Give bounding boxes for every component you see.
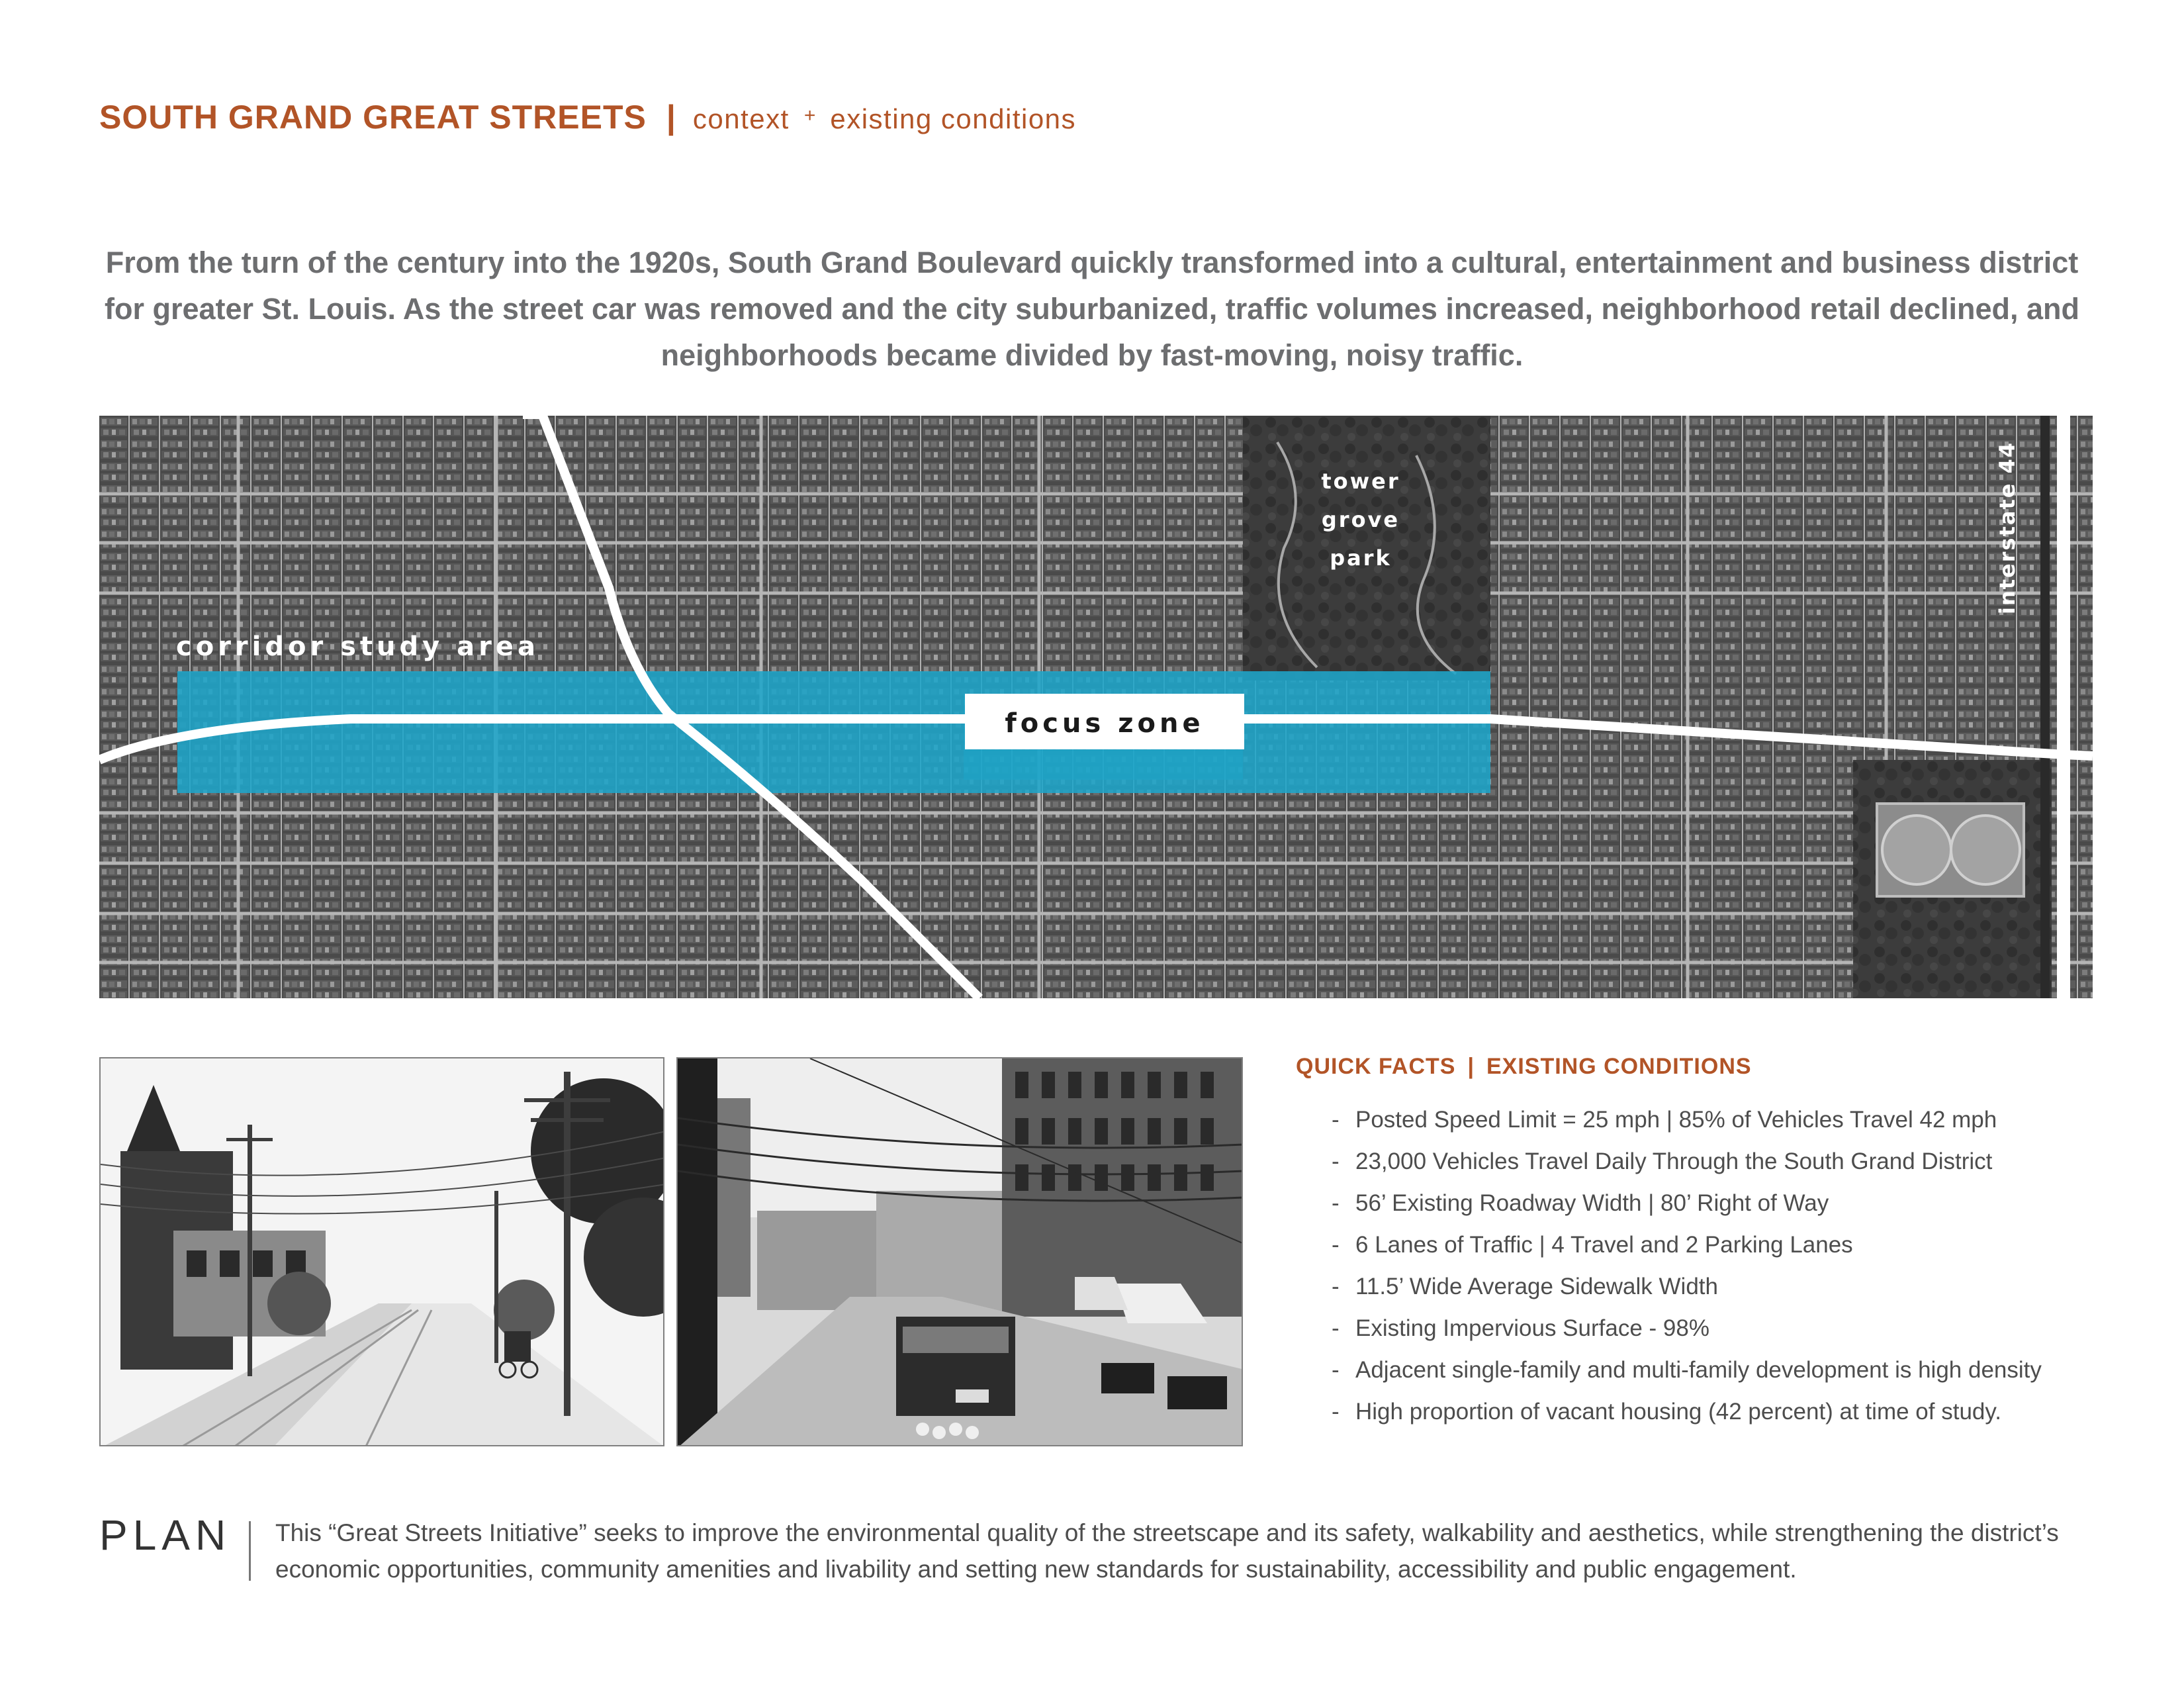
plan-divider [249,1521,251,1581]
quick-facts-title-left: QUICK FACTS [1296,1054,1456,1079]
park-label-line1: tower [1321,469,1400,494]
quick-fact-item: - 23,000 Vehicles Travel Daily Through the South Grand District [1332,1149,1993,1174]
park-label-line2: grove [1321,507,1400,532]
plan-text: This “Great Streets Initiative” seeks to improve the environmental quality of the streetscape and its safety, walkability and aesthetics, while strengthening the district’s economic opportunities, community amenities and livability and setting new standards for sustainability, accessibility and public engagement. [275,1519,2059,1583]
header-subtitle-context: context [692,103,790,134]
interstate-44-label: interstate 44 [1995,441,2020,614]
historic-photo-street-trees [99,1057,664,1446]
quick-facts-list [1332,1099,2042,1432]
quick-facts-title [1296,1054,1752,1080]
quick-fact-item: - Existing Impervious Surface - 98% [1332,1315,1709,1341]
park-label-line3: park [1330,545,1392,571]
quick-fact-item: - High proportion of vacant housing (42 percent) at time of study. [1332,1399,2002,1425]
quick-facts-title-right: EXISTING CONDITIONS [1486,1054,1752,1079]
header-separator: | [666,99,676,136]
quick-fact-item: - 11.5’ Wide Average Sidewalk Width [1332,1274,1718,1299]
interstate-road [2057,416,2070,998]
plan-heading: PLAN [99,1511,232,1559]
quick-fact-item: - 6 Lanes of Traffic | 4 Travel and 2 Parking Lanes [1332,1232,1853,1258]
quick-fact-item: - 56’ Existing Roadway Width | 80’ Right of Way [1332,1190,1829,1216]
quick-fact-item: - Posted Speed Limit = 25 mph | 85% of Vehicles Travel 42 mph [1332,1107,1997,1133]
aerial-map [99,416,2093,998]
focus-zone-label: focus zone [1005,708,1205,739]
corridor-study-area-label: corridor study area [176,632,539,662]
page-header [99,98,1076,136]
page-title: SOUTH GRAND GREAT STREETS [99,99,647,136]
quick-facts-separator: | [1467,1054,1475,1079]
intro-paragraph: From the turn of the century into the 1920s, South Grand Boulevard quickly transformed into a cultural, entertainment and business district for greater St. Louis. As the street car was removed and the city suburbanized, traffic volumes increased, neighborhood retail declined, and neighborhoods became divided by fast-moving, noisy traffic. [104,246,2080,372]
header-plus: + [803,105,816,126]
header-subtitle-conditions: existing conditions [830,103,1077,134]
corridor-study-area-band [177,671,1490,793]
historic-photo-streetcar [676,1057,1243,1446]
quick-fact-item: - Adjacent single-family and multi-family development is high density [1332,1357,2042,1383]
